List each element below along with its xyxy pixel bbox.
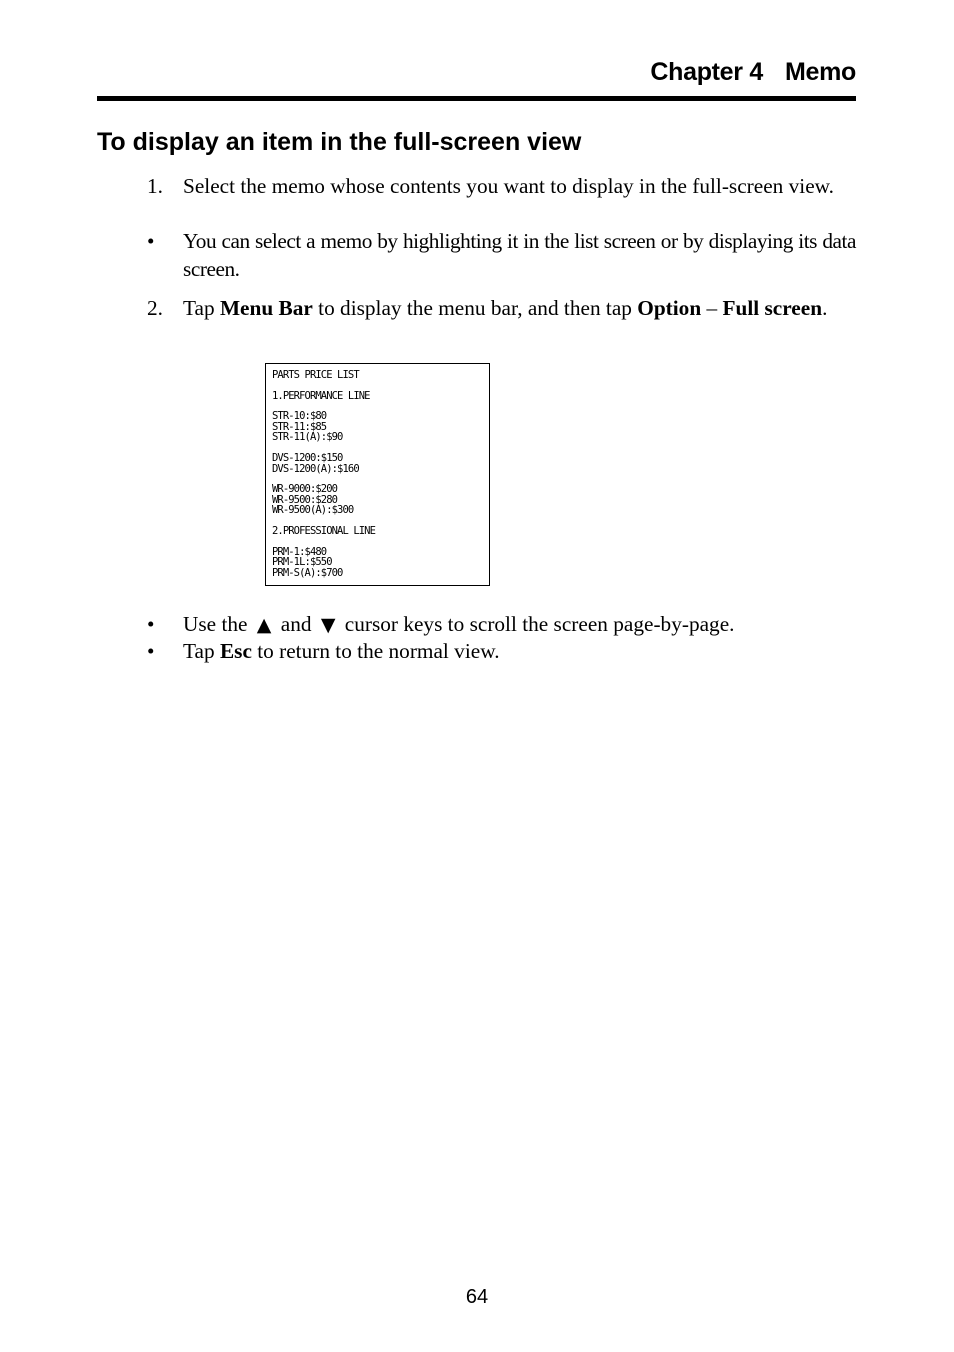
full-screen-view-illustration [265, 363, 490, 586]
screen-line: STR-11:$85 [272, 420, 327, 433]
screen-line: WR-9500:$280 [272, 493, 338, 506]
screen-line: PRM-1L:$550 [272, 556, 332, 569]
step-text: Select the memo whose contents you want to display in the full-screen view. [183, 174, 834, 198]
bullet-marker: • [147, 229, 155, 253]
step-text: Tap Menu Bar to display the menu bar, and then tap Option – Full screen. [183, 296, 828, 320]
screen-line: STR-11(A):$90 [272, 431, 343, 444]
bullet-text: Use the ▲ and ▼ cursor keys to scroll the screen page-by-page. [183, 611, 856, 640]
section-label: Memo [784, 58, 856, 86]
screen-line: WR-9000:$200 [272, 483, 338, 496]
screen-line: STR-10:$80 [272, 410, 327, 423]
down-arrow-icon: ▼ [320, 614, 336, 636]
screen-line: DVS-1200:$150 [272, 452, 343, 465]
section-title: To display an item in the full-screen view [97, 128, 582, 156]
screen-line: 2.PROFESSIONAL LINE [272, 524, 376, 537]
bullet-marker: • [147, 639, 155, 663]
screen-line: 1.PERFORMANCE LINE [272, 389, 370, 402]
chapter-label: Chapter 4 [650, 58, 763, 86]
esc-term: Esc [219, 639, 252, 663]
option-term: Option [637, 296, 702, 320]
up-arrow-icon: ▲ [256, 614, 272, 636]
bullet-text: Tap Esc to return to the normal view. [183, 639, 500, 663]
bullet-marker: • [147, 612, 155, 636]
screen-line: PRM-1:$480 [272, 545, 327, 558]
screen-line: PARTS PRICE LIST [272, 369, 359, 381]
screen-line: WR-9500(A):$300 [272, 504, 354, 517]
page-number: 64 [465, 1286, 489, 1308]
step-number: 2. [147, 296, 163, 320]
screen-line: DVS-1200(A):$160 [272, 462, 359, 475]
running-header [97, 58, 856, 87]
full-screen-term: Full screen [722, 296, 823, 320]
menu-bar-term: Menu Bar [219, 296, 313, 320]
step-number: 1. [147, 174, 163, 198]
screen-line: PRM-S(A):$700 [272, 566, 343, 579]
bullet-text: You can select a memo by highlighting it in the list screen or by displaying its data screen. [183, 229, 856, 281]
header-rule [97, 96, 856, 101]
